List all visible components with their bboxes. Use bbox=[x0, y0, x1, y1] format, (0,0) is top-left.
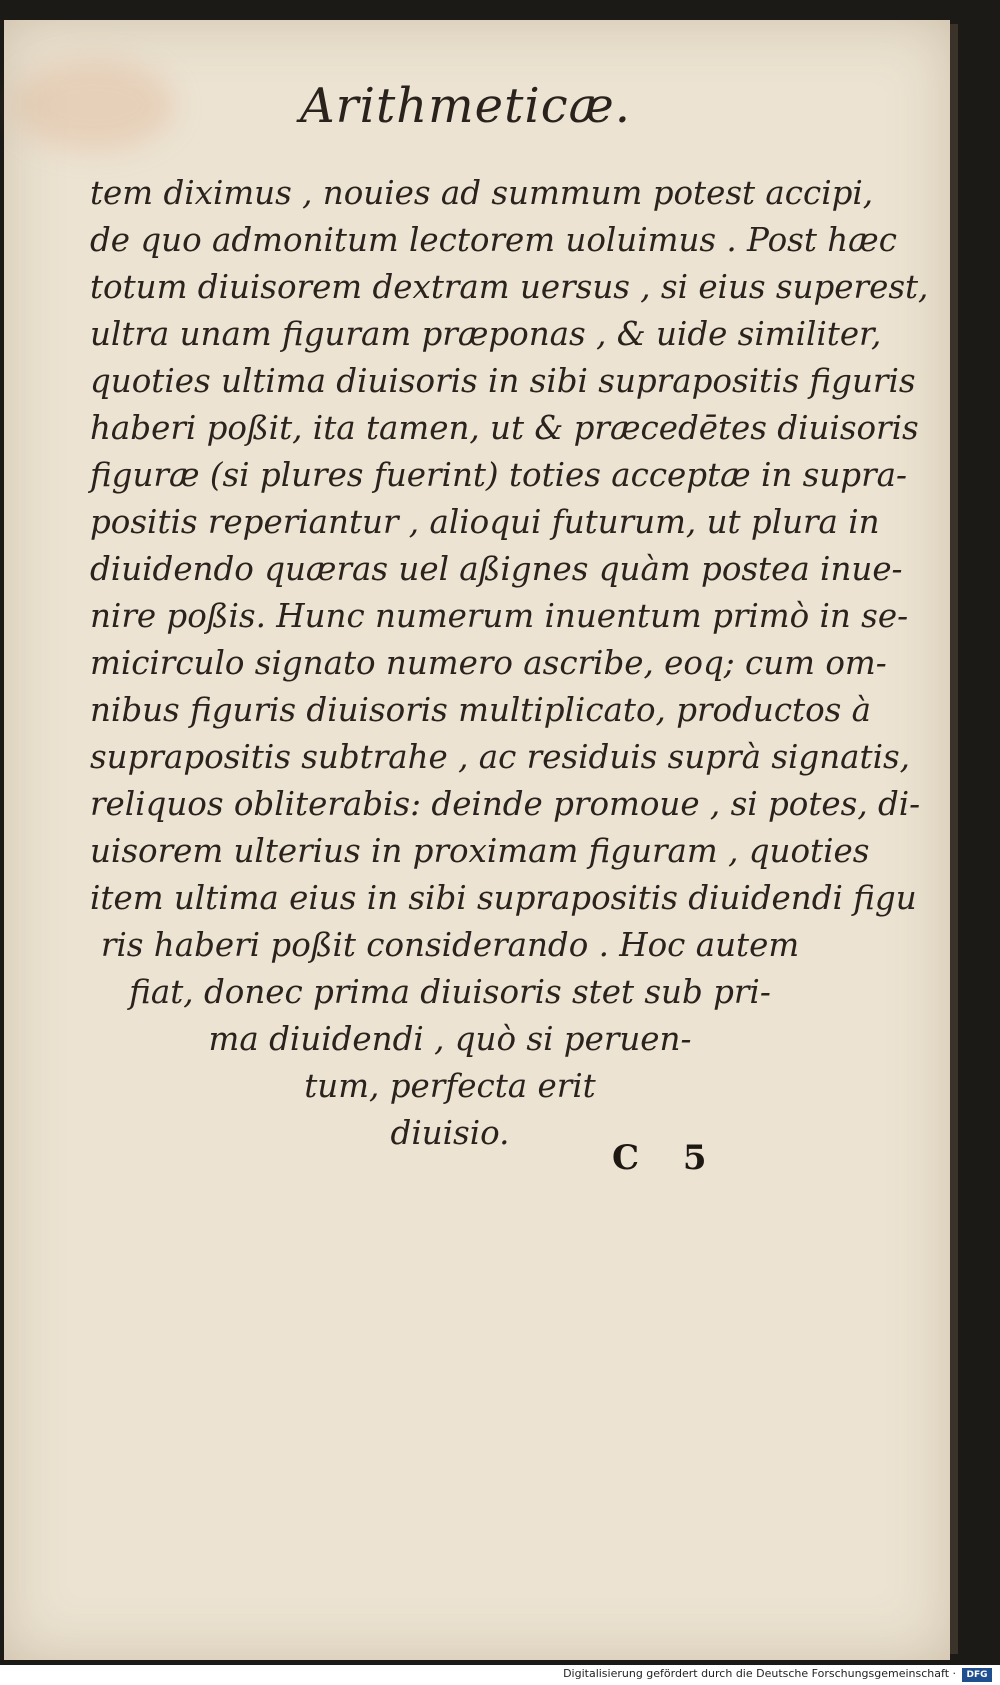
text-line: reliquos obliterabis: deinde promoue , si potes, di- bbox=[90, 785, 921, 823]
text-line: item ultima eius in sibi suprapositis diuidendi figu bbox=[90, 879, 917, 917]
footer-credit: Digitalisierung gefördert durch die Deutsche Forschungsgemeinschaft · bbox=[563, 1667, 956, 1680]
text-line: haberi poßit, ita tamen, ut & præcedētes diuisoris bbox=[90, 409, 919, 447]
text-line: quoties ultima diuisoris in sibi suprapositis figuris bbox=[90, 362, 916, 400]
text-line: figuræ (si plures fuerint) toties acceptæ in supra- bbox=[90, 456, 907, 494]
text-line: nibus figuris diuisoris multiplicato, productos à bbox=[90, 691, 872, 729]
text-line: tem diximus , nouies ad summum potest accipi, bbox=[90, 174, 874, 212]
running-head: Arithmeticæ. bbox=[300, 78, 631, 134]
page-stain bbox=[14, 60, 174, 150]
text-line: totum diuisorem dextram uersus , si eius superest, bbox=[90, 268, 929, 306]
text-line-tail: fiat, donec prima diuisoris stet sub pri- bbox=[129, 973, 771, 1011]
text-line: de quo admonitum lectorem uoluimus . Post hæc bbox=[90, 221, 897, 259]
text-line: ultra unam figuram præponas , & uide similiter, bbox=[90, 315, 882, 353]
text-line-tail: tum, perfecta erit bbox=[304, 1067, 596, 1105]
text-line: nire poßis. Hunc numerum inuentum primò in se- bbox=[90, 597, 909, 635]
text-line: suprapositis subtrahe , ac residuis suprà signatis, bbox=[90, 738, 910, 776]
body-text bbox=[90, 170, 929, 1157]
dfg-logo-icon: DFG bbox=[962, 1668, 992, 1682]
text-line: diuidendo quæras uel aßignes quàm postea inue- bbox=[90, 550, 903, 588]
text-line-tail: ris haberi poßit considerando . Hoc autem bbox=[100, 926, 800, 964]
text-line-tail: ma diuidendi , quò si peruen- bbox=[208, 1020, 692, 1058]
text-line: uisorem ulterius in proximam figuram , quoties bbox=[90, 832, 870, 870]
signature-mark: C 5 bbox=[612, 1138, 723, 1178]
page-edge bbox=[950, 24, 958, 1654]
text-line: positis reperiantur , alioqui futurum, ut plura in bbox=[90, 503, 880, 541]
text-line: micirculo signato numero ascribe, eoq; cum om- bbox=[90, 644, 887, 682]
text-line-tail: diuisio. bbox=[390, 1114, 510, 1152]
